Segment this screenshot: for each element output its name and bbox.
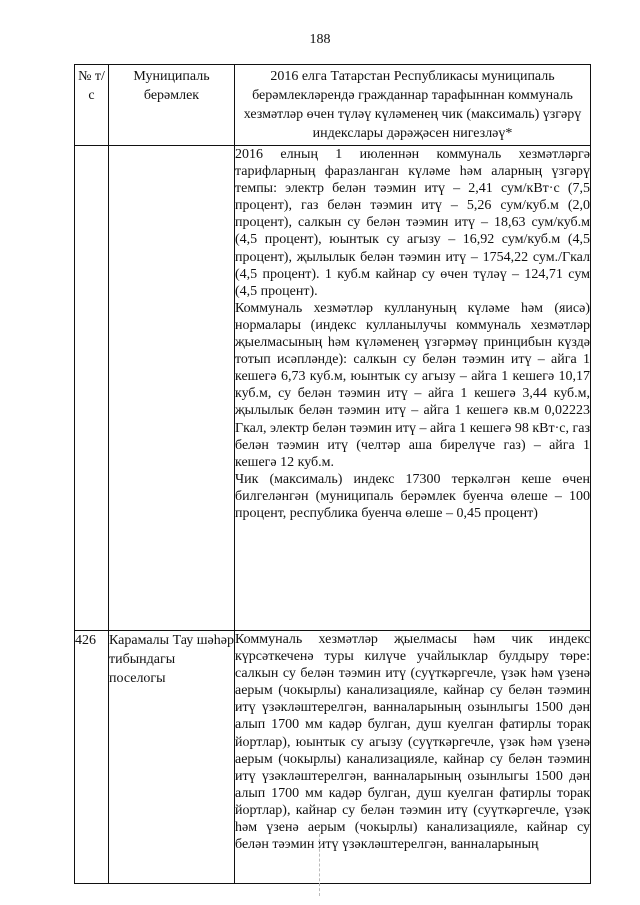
row-number: 426 xyxy=(75,631,109,884)
header-number: № т/с xyxy=(75,65,109,146)
row-municipality: Карамалы Тау шәһәр тибындагы поселогы xyxy=(109,631,235,884)
indices-table xyxy=(74,64,591,884)
table-row xyxy=(75,146,591,631)
amenities-paragraph: Коммуналь хезмәтләр җыелмасы һәм чик индекс күрсәткеченә туры килүче учайлыклар булдыру төре: салкын су белән тәэмин итү (суүткәргечле, үзәк һәм үзенә аерым (чокырлы) канализацияле, кайнар су белән тәэмин итү үзәкләштерелгән, ванналарының озынлыгы 1500 дән алып 1700 мм кадәр булган, душ куелган фатирлы торак йортлар), юынтык су агызу (суүткәргечле, үзәк һәм үзенә аерым (чокырлы) канализацияле, кайнар су белән тәэмин итү үзәкләштерелгән, ванналарының озынлыгы 1500 дән алып 1700 мм кадәр булган, душ куелган фатирлы торак йортлар), кайнар су белән тәэмин итү (суүткәргечле, үзәк һәм үзенә аерым (чокырлы) канализацияле, кайнар су белән тәэмин итү үзәкләштерелгән, ванналарының xyxy=(235,632,590,853)
tariff-paragraph: 2016 елның 1 июленнән коммуналь хезмәтләргә тарифларның фаразланган күләме һәм аларның үзгәрү темпы: электр белән тәэмин итү – 2,41 сум/кВт·с (7,5 процент), газ белән тәэмин итү – 5,26 сум/куб.м (2,0 процент), салкын су белән тәэмин итү – 18,63 сум/куб.м (4,5 процент), юынтык су агызу – 16,92 сум/куб.м (4,5 процент), җылылык белән тәэмин итү – 1754,22 сум./Гкал (4,5 процент). 1 куб.м кайнар су өчен түләү – 124,71 сум (4,5 процент). xyxy=(235,147,590,299)
table-row xyxy=(75,631,591,884)
header-municipality: Муниципаль берәмлек xyxy=(109,65,235,146)
row-number xyxy=(75,146,109,631)
row-municipality xyxy=(109,146,235,631)
consumption-paragraph: Коммуналь хезмәтләр куллануның күләме һәм (яисә) нормалары (индекс кулланылучы коммуналь хезмәтләр җыелмасының һәм күләменең үзгәрмәү принцибын күздә тотып исәпләнде): салкын су белән тәэмин итү – айга 1 кешегә 6,73 куб.м, юынтык су агызу – айга 1 кешегә 10,17 куб.м, су белән тәэмин итү – айга 1 кешегә 3,44 куб.м, җылылык белән тәэмин итү – айга 1 кешегә кв.м 0,02223 Гкал, электр белән тәэмин итү – айга 1 кешегә 98 кВт·с, газ белән тәэмин итү (челтәр аша бирелүче газ) – айга 1 кешегә 12 куб.м. xyxy=(235,300,590,470)
page-number: 188 xyxy=(309,32,331,47)
scan-fold-line xyxy=(319,834,320,896)
row-justification xyxy=(235,146,591,631)
table-header-row xyxy=(75,65,591,146)
row-justification xyxy=(235,631,591,884)
header-indicator: 2016 елга Татарстан Республикасы муниципаль берәмлекләрендә гражданнар тарафыннан коммуналь хезмәтләр өчен түләү күләменең чик (максималь) үзгәрү индекслары дәрәҗәсен нигезләү* xyxy=(235,65,591,146)
index-paragraph: Чик (максималь) индекс 17300 теркәлгән кеше өчен билгеләнгән (муниципаль берәмлек буенча өлеше – 100 процент, республика буенча өлеше – 0,45 процент) xyxy=(235,471,590,521)
